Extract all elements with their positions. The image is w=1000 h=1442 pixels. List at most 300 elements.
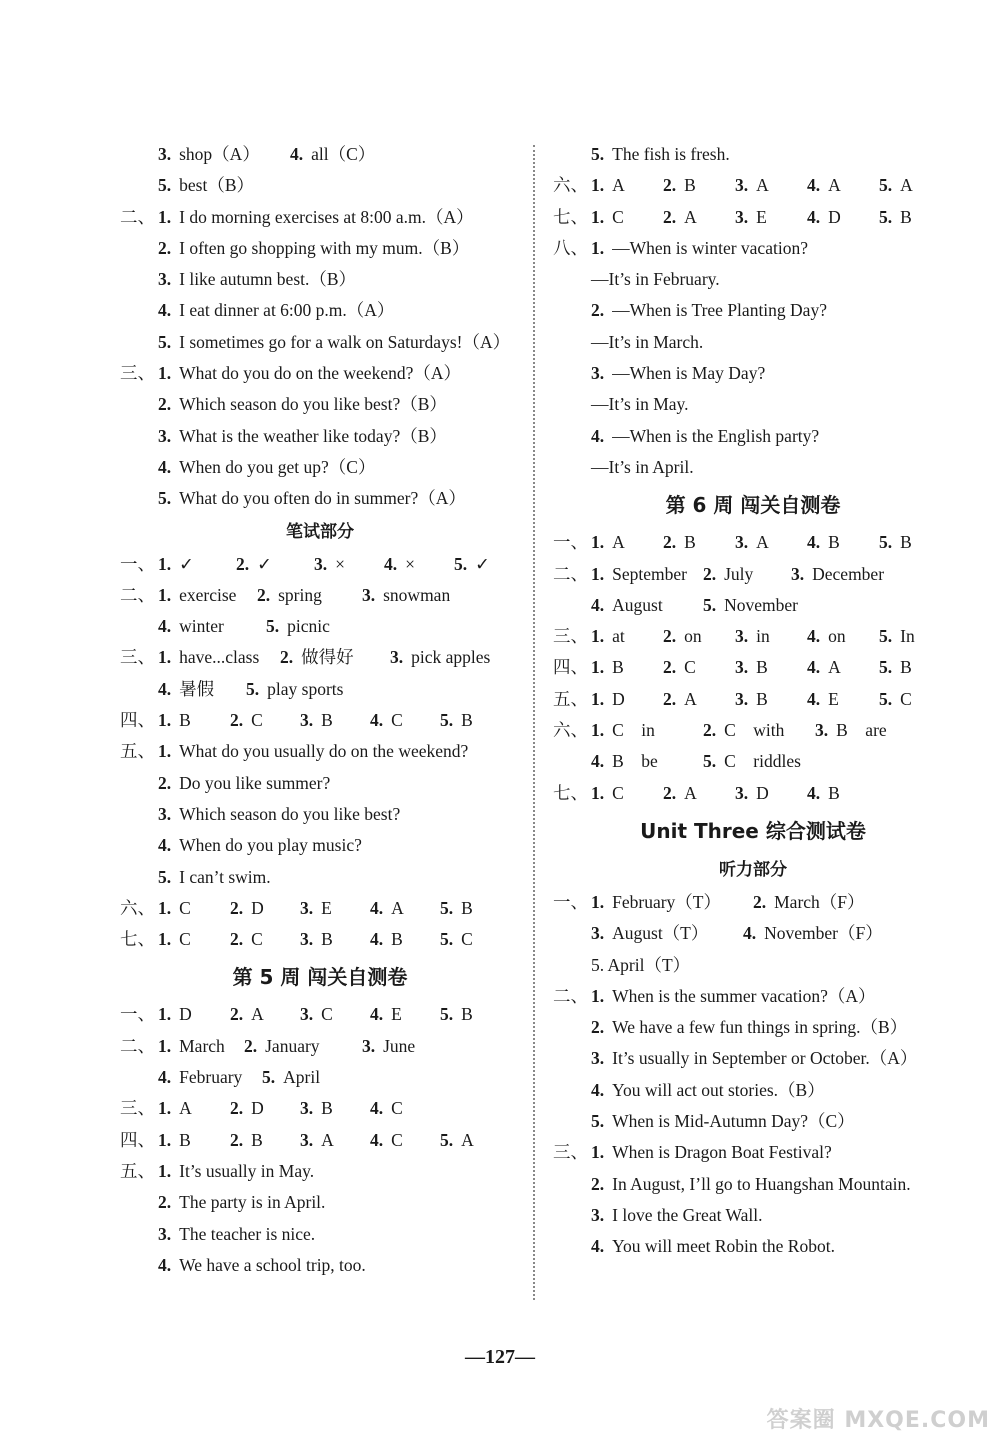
- item-number: 5.: [440, 1129, 454, 1150]
- answer-line: [120, 1031, 520, 1062]
- item-number: 3.: [390, 647, 404, 668]
- answer-text: C with: [724, 720, 785, 741]
- section-number: 五、: [120, 1160, 155, 1181]
- section-number: 八、: [553, 237, 588, 258]
- answer-text: The fish is fresh.: [612, 144, 730, 164]
- item-number: 1.: [591, 563, 605, 584]
- answer-line: [553, 559, 953, 590]
- answer-item: [591, 887, 753, 918]
- answer-item: [158, 705, 230, 736]
- answer-item: [663, 621, 735, 652]
- answer-line: [553, 1200, 953, 1231]
- item-number: 2.: [158, 394, 172, 415]
- item-number: 2.: [591, 300, 605, 321]
- answer-item: [158, 389, 447, 420]
- answer-item: [236, 549, 314, 580]
- answer-text: September: [612, 563, 687, 584]
- section-number: 三、: [120, 363, 155, 384]
- item-number: 2.: [591, 1017, 605, 1038]
- item-number: 1.: [591, 237, 605, 258]
- answer-item: [244, 1031, 362, 1062]
- item-number: 2.: [236, 553, 250, 574]
- item-number: 1.: [591, 720, 605, 741]
- answer-text: —It’s in February.: [591, 269, 720, 290]
- answer-item: [663, 527, 735, 558]
- answer-item: [591, 264, 720, 295]
- answer-text: Which season do you like best?（B）: [179, 394, 447, 415]
- answer-line: [553, 170, 953, 201]
- item-number: 5.: [440, 897, 454, 918]
- item-number: 3.: [362, 584, 376, 605]
- answer-line: [120, 705, 520, 736]
- answer-text: on: [828, 626, 846, 647]
- answer-line: [120, 264, 520, 295]
- answer-text: August: [612, 594, 663, 615]
- answer-item: [663, 778, 735, 809]
- item-number: 5.: [158, 488, 172, 509]
- answer-line: [553, 746, 953, 777]
- answer-text: C: [900, 688, 912, 709]
- answer-item: [230, 893, 300, 924]
- answer-text: 做得好: [301, 647, 354, 668]
- answer-text: B: [828, 782, 840, 803]
- answer-text: B: [900, 206, 912, 227]
- answer-text: E: [391, 1004, 402, 1025]
- item-number: 5.: [879, 175, 893, 196]
- answer-text: all（C）: [311, 144, 376, 164]
- answer-item: [158, 295, 394, 326]
- answer-text: D: [251, 1098, 264, 1119]
- item-number: 5.: [703, 751, 717, 772]
- answer-item: [591, 1012, 907, 1043]
- section-number: 二、: [120, 206, 155, 227]
- answer-text: It’s usually in May.: [179, 1160, 315, 1181]
- item-number: 3.: [735, 657, 749, 678]
- answer-item: [158, 736, 468, 767]
- answer-item: [158, 1219, 315, 1250]
- answer-item: [440, 705, 473, 736]
- answer-line: [120, 999, 520, 1030]
- answer-text: ×: [335, 553, 345, 574]
- item-number: 4.: [591, 1236, 605, 1257]
- answer-line: [120, 483, 520, 514]
- answer-item: [390, 642, 490, 673]
- answer-text: play sports: [267, 678, 344, 699]
- answer-item: [807, 684, 879, 715]
- answer-line: [553, 918, 953, 949]
- answer-line: [553, 652, 953, 683]
- section-number: 六、: [553, 720, 588, 741]
- item-number: 4.: [370, 1129, 384, 1150]
- answer-line: [120, 1125, 520, 1156]
- answer-item: [158, 611, 266, 642]
- answer-text: I do morning exercises at 8:00 a.m.（A）: [179, 206, 474, 227]
- answer-item: [879, 684, 912, 715]
- answer-text: A: [756, 175, 769, 196]
- answer-item: [370, 1125, 440, 1156]
- item-number: 3.: [735, 206, 749, 227]
- item-number: 3.: [300, 710, 314, 731]
- answer-item: [591, 778, 663, 809]
- answer-item: [591, 559, 703, 590]
- section-number: 二、: [120, 584, 155, 605]
- answer-item: [591, 327, 703, 358]
- answer-item: [703, 715, 815, 746]
- answer-line: [120, 358, 520, 389]
- answer-line: [553, 1043, 953, 1074]
- answer-item: [703, 559, 791, 590]
- answer-text: at: [612, 626, 625, 647]
- answer-item: [807, 621, 879, 652]
- answer-text: C: [179, 929, 191, 950]
- answer-item: [591, 233, 808, 264]
- section-number: 一、: [553, 532, 588, 553]
- answer-item: [158, 1156, 314, 1187]
- answer-item: [591, 295, 827, 326]
- answer-item: [591, 950, 690, 981]
- answer-text: B: [461, 710, 473, 731]
- item-number: 1.: [158, 206, 172, 227]
- answer-text: January: [265, 1035, 320, 1056]
- answer-text: B: [321, 710, 333, 731]
- answer-line: [120, 768, 520, 799]
- item-number: 3.: [591, 363, 605, 384]
- item-number: 1.: [591, 985, 605, 1006]
- answer-text: D: [612, 688, 625, 709]
- item-number: 2.: [280, 647, 294, 668]
- left-column: [120, 139, 520, 1281]
- answer-text: shop（A）: [179, 144, 260, 164]
- answer-text: A: [684, 782, 697, 803]
- answer-text: pick apples: [411, 647, 491, 668]
- answer-text: C: [461, 929, 473, 950]
- answer-item: [158, 642, 280, 673]
- answer-item: [735, 202, 807, 233]
- item-number: 4.: [158, 456, 172, 477]
- item-number: 4.: [591, 594, 605, 615]
- item-number: 2.: [244, 1035, 258, 1056]
- answer-line: [120, 1219, 520, 1250]
- section-number: 四、: [120, 710, 155, 731]
- answer-text: A: [179, 1098, 192, 1119]
- answer-item: [591, 918, 743, 949]
- answer-text: Do you like summer?: [179, 772, 331, 793]
- answer-text: B: [684, 532, 696, 553]
- section-number: 二、: [553, 985, 588, 1006]
- answer-line: [553, 778, 953, 809]
- item-number: 1.: [591, 532, 605, 553]
- answer-text: winter: [179, 616, 224, 637]
- item-number: 4.: [158, 678, 172, 699]
- item-number: 3.: [362, 1035, 376, 1056]
- answer-text: February: [179, 1067, 243, 1088]
- item-number: 4.: [591, 751, 605, 772]
- item-number: 5.: [158, 866, 172, 887]
- item-number: 1.: [591, 782, 605, 803]
- answer-line: [120, 674, 520, 705]
- answer-item: [791, 559, 884, 590]
- answer-item: [158, 924, 230, 955]
- answer-text: I sometimes go for a walk on Saturdays!（A）: [179, 331, 511, 352]
- answer-text: I like autumn best.（B）: [179, 269, 357, 290]
- section-number: 四、: [553, 657, 588, 678]
- answer-text: C: [251, 710, 263, 731]
- item-number: 5.: [879, 206, 893, 227]
- answer-line: [120, 295, 520, 326]
- answer-line: [553, 202, 953, 233]
- answer-item: [591, 452, 694, 483]
- answer-text: B: [461, 1004, 473, 1025]
- answer-line: [553, 327, 953, 358]
- item-number: 3.: [591, 1204, 605, 1225]
- answer-item: [591, 139, 730, 170]
- answer-item: [591, 746, 703, 777]
- answer-item: [290, 139, 375, 170]
- answer-text: A: [684, 688, 697, 709]
- answer-line: [120, 1156, 520, 1187]
- item-number: 1.: [158, 553, 172, 574]
- answer-item: [300, 924, 370, 955]
- answer-text: —When is the English party?: [612, 425, 820, 446]
- item-number: 4.: [158, 300, 172, 321]
- answer-text: B are: [836, 720, 887, 741]
- item-number: 3.: [158, 1223, 172, 1244]
- item-number: 2.: [703, 720, 717, 741]
- item-number: 1.: [158, 363, 172, 384]
- answer-item: [735, 170, 807, 201]
- answer-text: We have a school trip, too.: [179, 1254, 366, 1275]
- item-number: 2.: [230, 1004, 244, 1025]
- answer-item: [591, 1231, 835, 1262]
- answer-text: E: [756, 206, 767, 227]
- answer-item: [158, 421, 447, 452]
- answer-item: [703, 746, 801, 777]
- answer-item: [440, 999, 473, 1030]
- answer-line: [120, 580, 520, 611]
- answer-item: [879, 527, 912, 558]
- answer-line: [120, 139, 520, 170]
- answer-line: [120, 1062, 520, 1093]
- answer-line: [553, 887, 953, 918]
- answer-text: A: [461, 1129, 474, 1150]
- answer-item: [735, 527, 807, 558]
- item-number: 4.: [807, 657, 821, 678]
- watermark-logo: 答案圈 MXQE.COM: [766, 1408, 990, 1433]
- item-number: 1.: [158, 1098, 172, 1119]
- answer-text: We have a few fun things in spring.（B）: [612, 1017, 908, 1038]
- item-number: 1.: [591, 688, 605, 709]
- answer-text: ✓: [257, 553, 272, 574]
- section-number: 五、: [120, 741, 155, 762]
- answer-item: [158, 830, 362, 861]
- item-number: 1.: [158, 710, 172, 731]
- answer-item: [257, 580, 362, 611]
- item-number: 2.: [230, 1098, 244, 1119]
- section-number: 一、: [120, 1004, 155, 1025]
- answer-text: E: [321, 897, 332, 918]
- item-number: 1.: [591, 175, 605, 196]
- answer-line: [553, 1106, 953, 1137]
- answer-text: When do you get up?（C）: [179, 456, 376, 477]
- item-number: 2.: [663, 688, 677, 709]
- item-number: 1.: [158, 897, 172, 918]
- section-number: 六、: [553, 175, 588, 196]
- answer-line: [553, 295, 953, 326]
- answer-text: D: [756, 782, 769, 803]
- answer-text: B: [900, 657, 912, 678]
- answer-text: A: [391, 897, 404, 918]
- answer-item: [300, 1125, 370, 1156]
- answer-text: A: [684, 206, 697, 227]
- answer-item: [591, 389, 689, 420]
- answer-text: What do you usually do on the weekend?: [179, 741, 469, 762]
- answer-text: D: [251, 897, 264, 918]
- answer-item: [314, 549, 384, 580]
- answer-item: [879, 652, 912, 683]
- answer-text: —When is winter vacation?: [612, 237, 808, 258]
- answer-text: 暑假: [179, 678, 215, 699]
- answer-item: [230, 1093, 300, 1124]
- answer-text: B: [391, 929, 403, 950]
- answer-item: [158, 799, 400, 830]
- answer-text: C riddles: [724, 751, 801, 772]
- item-number: 4.: [807, 626, 821, 647]
- answer-item: [158, 1187, 325, 1218]
- item-number: 3.: [300, 929, 314, 950]
- item-number: 5.: [266, 616, 280, 637]
- answer-text: ✓: [179, 553, 194, 574]
- answer-line: [553, 1075, 953, 1106]
- answer-item: [591, 1137, 832, 1168]
- answer-line: [120, 452, 520, 483]
- answer-line: [553, 527, 953, 558]
- answer-text: B: [321, 1098, 333, 1119]
- answer-line: [553, 1137, 953, 1168]
- answer-text: What is the weather like today?（B）: [179, 425, 447, 446]
- item-number: 3.: [158, 803, 172, 824]
- section-number: 二、: [120, 1035, 155, 1056]
- item-number: 2.: [663, 657, 677, 678]
- answer-item: [807, 202, 879, 233]
- answer-item: [158, 862, 271, 893]
- answer-text: A: [900, 175, 913, 196]
- answer-text: In August, I’ll go to Huangshan Mountain.: [612, 1173, 911, 1194]
- answer-item: [158, 264, 356, 295]
- section-number: 三、: [553, 626, 588, 647]
- answer-line: [553, 950, 953, 981]
- answer-text: —When is Tree Planting Day?: [612, 300, 827, 321]
- answer-line: [120, 170, 520, 201]
- item-number: 3.: [300, 1129, 314, 1150]
- answer-text: B: [756, 688, 768, 709]
- answer-text: C: [684, 657, 696, 678]
- item-number: 4.: [158, 835, 172, 856]
- answer-text: I love the Great Wall.: [612, 1204, 763, 1225]
- item-number: 5.: [703, 594, 717, 615]
- column-divider: [533, 145, 535, 1300]
- answer-text: June: [383, 1035, 416, 1056]
- answer-item: [807, 778, 840, 809]
- item-number: 3.: [735, 175, 749, 196]
- answer-item: [230, 1125, 300, 1156]
- item-number: 2.: [158, 237, 172, 258]
- answer-text: C: [612, 782, 624, 803]
- answer-text: The party is in April.: [179, 1192, 326, 1213]
- item-number: 3.: [158, 144, 172, 164]
- answer-item: [591, 202, 663, 233]
- answer-text: What do you often do in summer?（A）: [179, 488, 466, 509]
- answer-text: August（T）: [612, 923, 709, 944]
- answer-line: [553, 233, 953, 264]
- answer-item: [591, 621, 663, 652]
- answer-item: [591, 1043, 917, 1074]
- answer-item: [158, 1093, 230, 1124]
- item-number: 4.: [807, 206, 821, 227]
- answer-item: [230, 924, 300, 955]
- item-number: 3.: [158, 425, 172, 446]
- answer-line: [120, 830, 520, 861]
- answer-item: [158, 327, 510, 358]
- page-number: —127—: [465, 1346, 535, 1368]
- answer-text: C: [179, 897, 191, 918]
- answer-line: [120, 202, 520, 233]
- answer-item: [300, 893, 370, 924]
- section-number: 二、: [553, 563, 588, 584]
- section-number: 五、: [553, 688, 588, 709]
- right-column: [553, 139, 953, 1263]
- answer-text: A: [612, 532, 625, 553]
- section-number: 四、: [120, 1129, 155, 1150]
- answer-text: B: [684, 175, 696, 196]
- answer-item: [591, 421, 819, 452]
- item-number: 2.: [158, 1192, 172, 1213]
- answer-item: [158, 139, 290, 170]
- answer-item: [440, 924, 473, 955]
- answer-text: B: [251, 1129, 263, 1150]
- answer-item: [703, 590, 798, 621]
- answer-line: [553, 452, 953, 483]
- item-number: 5.: [158, 175, 172, 196]
- answer-item: [454, 549, 490, 580]
- answer-item: [743, 918, 883, 949]
- answer-text: B: [900, 532, 912, 553]
- answer-item: [158, 170, 254, 201]
- answer-item: [735, 684, 807, 715]
- answer-item: [370, 924, 440, 955]
- item-number: 1.: [158, 584, 172, 605]
- item-number: 3.: [300, 1098, 314, 1119]
- answer-text: —It’s in March.: [591, 331, 704, 352]
- item-number: 3.: [735, 626, 749, 647]
- item-number: 5.: [879, 657, 893, 678]
- answer-text: E: [828, 688, 839, 709]
- section-heading: 第 5 周 闯关自测卷: [232, 965, 408, 990]
- answer-line: [120, 1093, 520, 1124]
- section-heading: 笔试部分: [286, 521, 354, 542]
- answer-item: [591, 590, 703, 621]
- answer-text: C in: [612, 720, 655, 741]
- item-number: 2.: [703, 563, 717, 584]
- item-number: 1.: [158, 1160, 172, 1181]
- answer-item: [591, 981, 876, 1012]
- item-number: 4.: [384, 553, 398, 574]
- answer-item: [663, 202, 735, 233]
- section-number: 一、: [553, 891, 588, 912]
- item-number: 1.: [158, 741, 172, 762]
- item-number: 5.: [246, 678, 260, 699]
- answer-text: February（T）: [612, 891, 721, 912]
- answer-line: [120, 799, 520, 830]
